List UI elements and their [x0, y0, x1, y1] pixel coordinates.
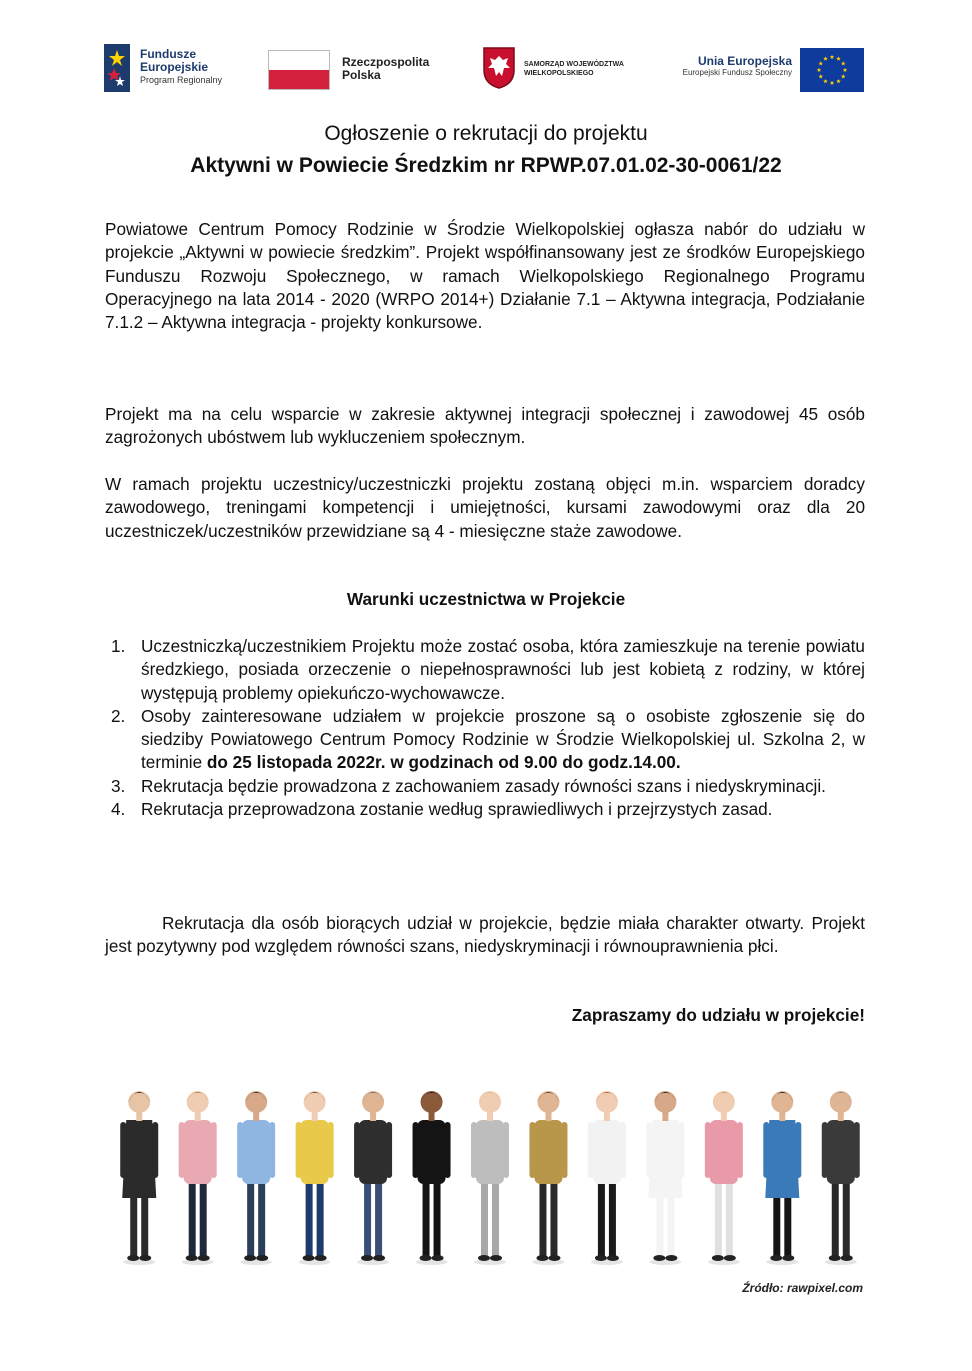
person-leg: [539, 1180, 546, 1258]
person-shoe: [724, 1255, 736, 1261]
person-shoe: [607, 1255, 619, 1261]
list-item-number: 2.: [111, 705, 126, 726]
person-neck: [487, 1112, 493, 1121]
person-leg: [843, 1180, 850, 1258]
person-shoe: [127, 1255, 139, 1261]
unia-line-2: Europejski Fundusz Społeczny: [682, 68, 792, 77]
fundusze-line-3: Program Regionalny: [140, 75, 223, 85]
person-torso: [827, 1120, 855, 1184]
person-shadow: [357, 1259, 389, 1265]
person-arm: [646, 1122, 652, 1178]
person-arm: [471, 1122, 477, 1178]
person-leg: [726, 1180, 733, 1258]
person-neck: [838, 1112, 844, 1121]
conditions-heading: Warunki uczestnictwa w Projekcie: [346, 589, 626, 609]
person-shadow: [649, 1259, 681, 1265]
person-arm: [179, 1122, 185, 1178]
samorzad-line-2: WIELKOPOLSKIEGO: [524, 70, 594, 77]
person-arm: [354, 1122, 360, 1178]
person-figure: [588, 1091, 626, 1265]
rzeczpospolita-text: [342, 56, 429, 82]
eu-flag-field: [800, 48, 864, 92]
image-source: Źródło: rawpixel.com: [742, 1281, 863, 1295]
samorzad-text: [524, 60, 624, 78]
person-arm: [620, 1122, 626, 1178]
person-neck: [779, 1112, 785, 1121]
person-leg: [200, 1180, 207, 1258]
list-item: [105, 798, 865, 821]
person-neck: [312, 1112, 318, 1121]
person-head: [713, 1091, 735, 1113]
person-shoe: [841, 1255, 853, 1261]
person-shoe: [712, 1255, 724, 1261]
person-shoe: [432, 1255, 444, 1261]
samorzad-logo: [480, 40, 640, 100]
person-shoe: [244, 1255, 256, 1261]
person-arm: [588, 1122, 594, 1178]
unia-text: [660, 54, 792, 77]
person-shoe: [361, 1255, 373, 1261]
person-shoe: [139, 1255, 151, 1261]
person-torso: [418, 1120, 446, 1184]
person-shoe: [665, 1255, 677, 1261]
list-item: [105, 775, 865, 798]
person-figure: [120, 1091, 158, 1265]
person-figure: [471, 1091, 509, 1265]
list-item-number: 4.: [111, 799, 126, 820]
eu-flag-icon: [800, 48, 864, 92]
conditions-list: [105, 635, 865, 821]
person-torso: [242, 1120, 270, 1184]
person-torso: [534, 1120, 562, 1184]
person-head: [654, 1091, 676, 1113]
person-shadow: [825, 1259, 857, 1265]
person-shoe: [548, 1255, 560, 1261]
person-neck: [370, 1112, 376, 1121]
list-item-text: Uczestniczką/uczestnikiem Projektu może zostać osoba, która zamieszkuje na terenie powiatu średzkiego, posiada orzeczenie o niepełnosprawności lub jest kobietą z rodziny, w której występują problemy opiekuńczo-wychowawcze.: [141, 636, 865, 703]
person-dress: [765, 1120, 799, 1198]
person-shadow: [416, 1259, 448, 1265]
list-item-number: 3.: [111, 775, 126, 796]
person-shoe: [420, 1255, 432, 1261]
person-shoe: [256, 1255, 268, 1261]
person-leg: [492, 1180, 499, 1258]
person-head: [187, 1091, 209, 1113]
rzeczpospolita-line-1: Rzeczpospolita: [342, 55, 430, 69]
person-shoe: [770, 1255, 782, 1261]
unia-line-1: Unia Europejska: [697, 54, 792, 68]
person-torso: [359, 1120, 387, 1184]
person-arm: [854, 1122, 860, 1178]
person-head: [128, 1091, 150, 1113]
invitation-text: Zapraszamy do udziału w projekcie!: [571, 1005, 865, 1025]
person-torso: [710, 1120, 738, 1184]
person-dress: [122, 1120, 156, 1198]
goal-paragraph: Projekt ma na celu wsparcie w zakresie aktywnej integracji społecznej i zawodowej 45 osób zagrożonych ubóstwem lub wykluczeniem społecznym.: [105, 404, 865, 448]
person-head: [830, 1091, 852, 1113]
fundusze-line-2: Europejskie: [140, 60, 209, 74]
person-neck: [195, 1112, 201, 1121]
person-leg: [317, 1180, 324, 1258]
person-shoe: [595, 1255, 607, 1261]
person-head: [537, 1091, 559, 1113]
poland-flag-icon: [268, 50, 330, 90]
person-neck: [253, 1112, 259, 1121]
person-neck: [604, 1112, 610, 1121]
person-arm: [296, 1122, 302, 1178]
person-head: [479, 1091, 501, 1113]
person-torso: [301, 1120, 329, 1184]
person-leg: [609, 1180, 616, 1258]
person-leg: [832, 1180, 839, 1258]
person-arm: [795, 1122, 801, 1178]
person-neck: [721, 1112, 727, 1121]
project-title: Aktywni w Powiecie Średzkim nr RPWP.07.01.02-30-0061/22: [190, 154, 782, 177]
person-neck: [429, 1112, 435, 1121]
person-shoe: [303, 1255, 315, 1261]
person-shoe: [829, 1255, 841, 1261]
person-shoe: [782, 1255, 794, 1261]
person-torso: [593, 1120, 621, 1184]
person-arm: [386, 1122, 392, 1178]
person-shadow: [299, 1259, 331, 1265]
fundusze-text: [140, 48, 222, 87]
person-leg: [550, 1180, 557, 1258]
person-shadow: [708, 1259, 740, 1265]
person-leg: [189, 1180, 196, 1258]
person-shoe: [198, 1255, 210, 1261]
person-shoe: [653, 1255, 665, 1261]
person-head: [771, 1091, 793, 1113]
person-leg: [258, 1180, 265, 1258]
person-figure: [763, 1091, 801, 1265]
person-arm: [120, 1122, 126, 1178]
deadline-text: do 25 listopada 2022r. w godzinach od 9.00 do godz.14.00.: [206, 752, 681, 773]
person-torso: [184, 1120, 212, 1184]
person-arm: [211, 1122, 217, 1178]
person-neck: [136, 1112, 142, 1121]
person-shadow: [474, 1259, 506, 1265]
person-figure: [646, 1091, 684, 1265]
logo-bar: [100, 40, 870, 100]
list-item-text: Rekrutacja przeprowadzona zostanie według sprawiedliwych i przejrzystych zasad.: [141, 799, 773, 820]
person-arm: [152, 1122, 158, 1178]
person-arm: [561, 1122, 567, 1178]
person-shoe: [490, 1255, 502, 1261]
person-figure: [822, 1091, 860, 1265]
fundusze-line-1: Fundusze: [140, 47, 196, 61]
person-arm: [445, 1122, 451, 1178]
samorzad-line-1: SAMORZĄD WOJEWÓDZTWA: [524, 61, 624, 68]
person-shoe: [536, 1255, 548, 1261]
person-arm: [678, 1122, 684, 1178]
person-arm: [763, 1122, 769, 1178]
person-shadow: [766, 1259, 798, 1265]
person-figure: [705, 1091, 743, 1265]
fundusze-europejskie-logo: [100, 40, 250, 100]
person-arm: [503, 1122, 509, 1178]
person-neck: [662, 1112, 668, 1121]
person-head: [362, 1091, 384, 1113]
intro-paragraph: Powiatowe Centrum Pomocy Rodzinie w Środzie Wielkopolskiej ogłasza nabór do udziału w projekcie „Aktywni w powiecie średzkim”. Projekt współfinansowany jest ze środków Europejskiego Funduszu Rozwoju Społecznego, w ramach Wielkopolskiego Regionalnego Programu Operacyjnego na lata 2014 - 2020 (WRPO 2014+) Działanie 7.1 – Aktywna integracja, Podziałanie 7.1.2 – Aktywna integracja - projekty konkursowe.: [105, 219, 865, 333]
announcement-title: Ogłoszenie o rekrutacji do projektu: [324, 122, 648, 145]
person-shadow: [591, 1259, 623, 1265]
person-shoe: [315, 1255, 327, 1261]
person-leg: [364, 1180, 371, 1258]
person-leg: [423, 1180, 430, 1258]
person-arm: [737, 1122, 743, 1178]
closing-paragraph: Rekrutacja dla osób biorących udział w projekcie, będzie miała charakter otwarty. Projekt jest pozytywny pod względem równości szans, niedyskryminacji i równouprawnienia płci.: [105, 913, 865, 957]
person-arm: [328, 1122, 334, 1178]
rzeczpospolita-logo: [268, 40, 458, 100]
person-arm: [269, 1122, 275, 1178]
person-shoe: [478, 1255, 490, 1261]
person-head: [304, 1091, 326, 1113]
person-figure: [179, 1091, 217, 1265]
list-item-text: Osoby zainteresowane udziałem w projekcie proszone są o osobiste zgłoszenie się do siedziby Powiatowego Centrum Pomocy Rodzinie w Środzie Wielkopolskiej ul. Szkolna 2, w terminie: [141, 705, 865, 773]
person-figure: [237, 1091, 275, 1265]
person-leg: [434, 1180, 441, 1258]
support-paragraph: W ramach projektu uczestnicy/uczestniczki projektu zostaną objęci m.in. wsparciem doradcy zawodowego, treningami kompetencji i umiejętności, kursami zawodowymi oraz dla 20 uczestniczek/uczestników przewidziane są 4 - miesięczne staże zawodowe.: [105, 474, 865, 541]
person-neck: [545, 1112, 551, 1121]
person-shadow: [532, 1259, 564, 1265]
person-leg: [306, 1180, 313, 1258]
person-head: [245, 1091, 267, 1113]
person-torso: [476, 1120, 504, 1184]
person-leg: [375, 1180, 382, 1258]
person-shadow: [182, 1259, 214, 1265]
person-leg: [715, 1180, 722, 1258]
person-figure: [529, 1091, 567, 1265]
person-shoe: [373, 1255, 385, 1261]
fundusze-stars-icon: [104, 44, 130, 92]
person-arm: [413, 1122, 419, 1178]
person-figure: [296, 1091, 334, 1265]
people-illustration: [110, 1080, 870, 1270]
list-item-text: Rekrutacja będzie prowadzona z zachowaniem zasady równości szans i niedyskryminacji.: [141, 775, 826, 796]
eagle-shield-icon: [482, 46, 516, 90]
person-leg: [247, 1180, 254, 1258]
person-shoe: [186, 1255, 198, 1261]
person-dress: [648, 1120, 682, 1198]
unia-europejska-logo: [660, 40, 870, 100]
person-head: [421, 1091, 443, 1113]
list-item: [105, 635, 865, 705]
person-leg: [598, 1180, 605, 1258]
person-leg: [481, 1180, 488, 1258]
person-figure: [354, 1091, 392, 1265]
list-item-number: 1.: [111, 636, 126, 656]
person-arm: [705, 1122, 711, 1178]
rzeczpospolita-line-2: Polska: [342, 68, 381, 82]
list-item: [105, 705, 865, 775]
person-figure: [413, 1091, 451, 1265]
person-arm: [237, 1122, 243, 1178]
person-arm: [529, 1122, 535, 1178]
person-shadow: [240, 1259, 272, 1265]
person-head: [596, 1091, 618, 1113]
person-arm: [822, 1122, 828, 1178]
person-shadow: [123, 1259, 155, 1265]
